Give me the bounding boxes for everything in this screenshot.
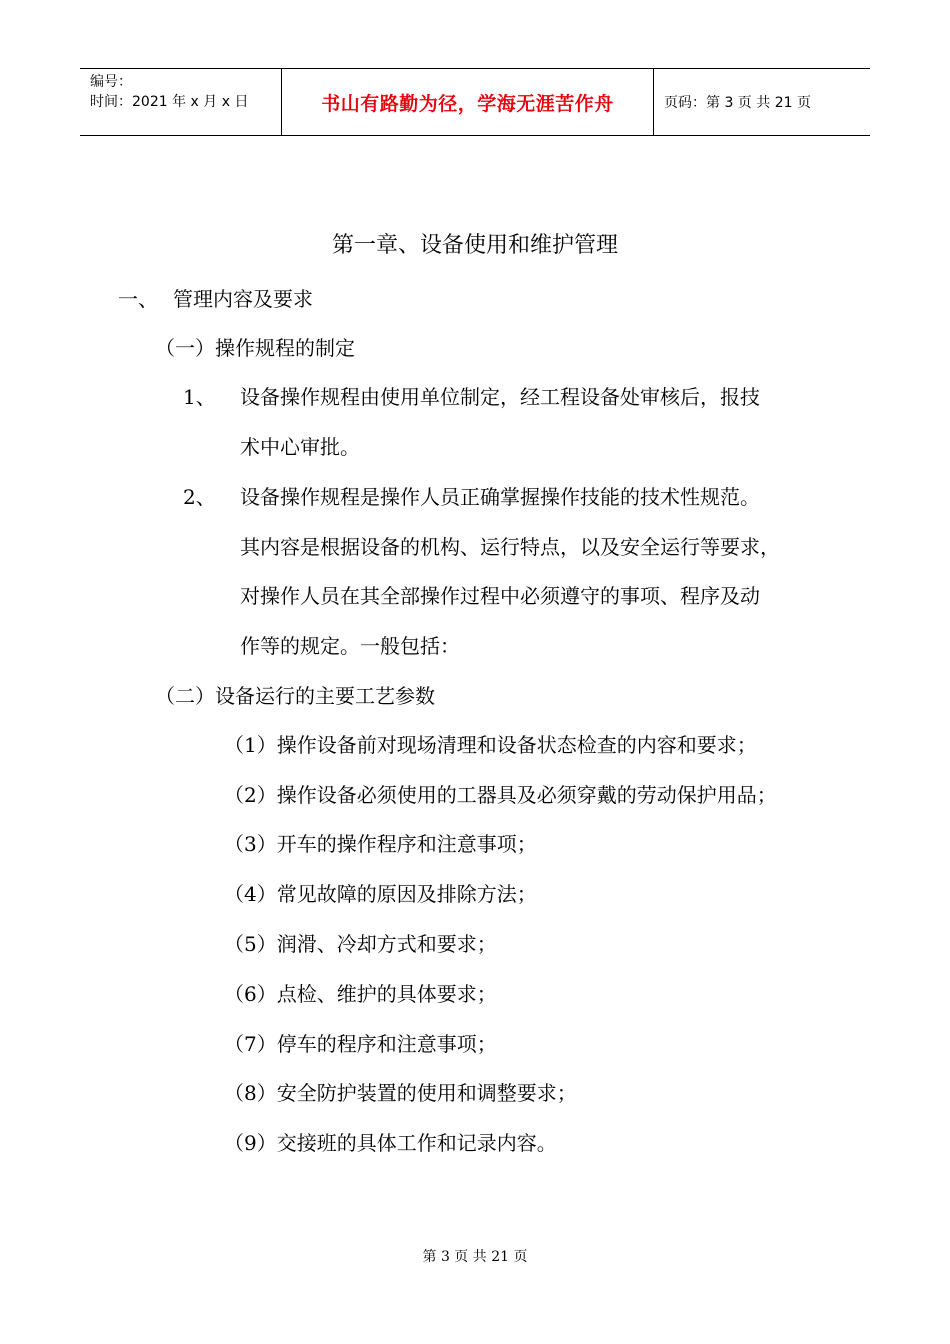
list-item: （2）操作设备必须使用的工器具及必须穿戴的劳动保护用品； (224, 783, 777, 807)
header-page-cell (654, 69, 870, 135)
subsection-1-title: （一）操作规程的制定 (155, 336, 355, 360)
list-item: （3）开车的操作程序和注意事项； (224, 832, 537, 856)
list-item: （5）润滑、冷却方式和要求； (224, 932, 497, 956)
chapter-title: 第一章、设备使用和维护管理 (331, 233, 618, 258)
subsection-2-title: （二）设备运行的主要工艺参数 (155, 684, 435, 708)
header-meta (80, 69, 281, 135)
section-title: 管理内容及要求 (173, 287, 313, 311)
item-1-line-1: 设备操作规程由使用单位制定，经工程设备处审核后，报技 (240, 385, 760, 409)
page-footer: 第 3 页 共 21 页 (422, 1249, 528, 1265)
list-item: （6）点检、维护的具体要求； (224, 982, 497, 1006)
item-2-number: 2、 (183, 485, 216, 509)
header-motto: 书山有路勤为径，学海无涯苦作舟 (321, 92, 614, 115)
document-header (80, 68, 870, 136)
item-2-line-2: 其内容是根据设备的机构、运行特点，以及安全运行等要求， (240, 535, 780, 559)
item-1-number: 1、 (183, 385, 216, 409)
document-number-label: 编号： (90, 74, 132, 90)
list-item: （8）安全防护装置的使用和调整要求； (224, 1081, 577, 1105)
item-2-line-1: 设备操作规程是操作人员正确掌握操作技能的技术性规范。 (240, 485, 760, 509)
list-item: （7）停车的程序和注意事项； (224, 1032, 497, 1056)
item-2-line-3: 对操作人员在其全部操作过程中必须遵守的事项、程序及动 (240, 584, 760, 608)
list-item: （9）交接班的具体工作和记录内容。 (224, 1131, 557, 1155)
list-item: （1）操作设备前对现场清理和设备状态检查的内容和要求； (224, 733, 757, 757)
list-item: （4）常见故障的原因及排除方法； (224, 882, 537, 906)
header-page-info: 页码：第 3 页 共 21 页 (664, 95, 811, 111)
document-time-label: 时间：2021 年 x 月 x 日 (90, 94, 249, 110)
item-1-line-2: 术中心审批。 (240, 435, 360, 459)
item-2-line-4: 作等的规定。一般包括： (240, 634, 460, 658)
header-motto-cell (281, 69, 654, 135)
section-number: 一、 (118, 287, 158, 311)
